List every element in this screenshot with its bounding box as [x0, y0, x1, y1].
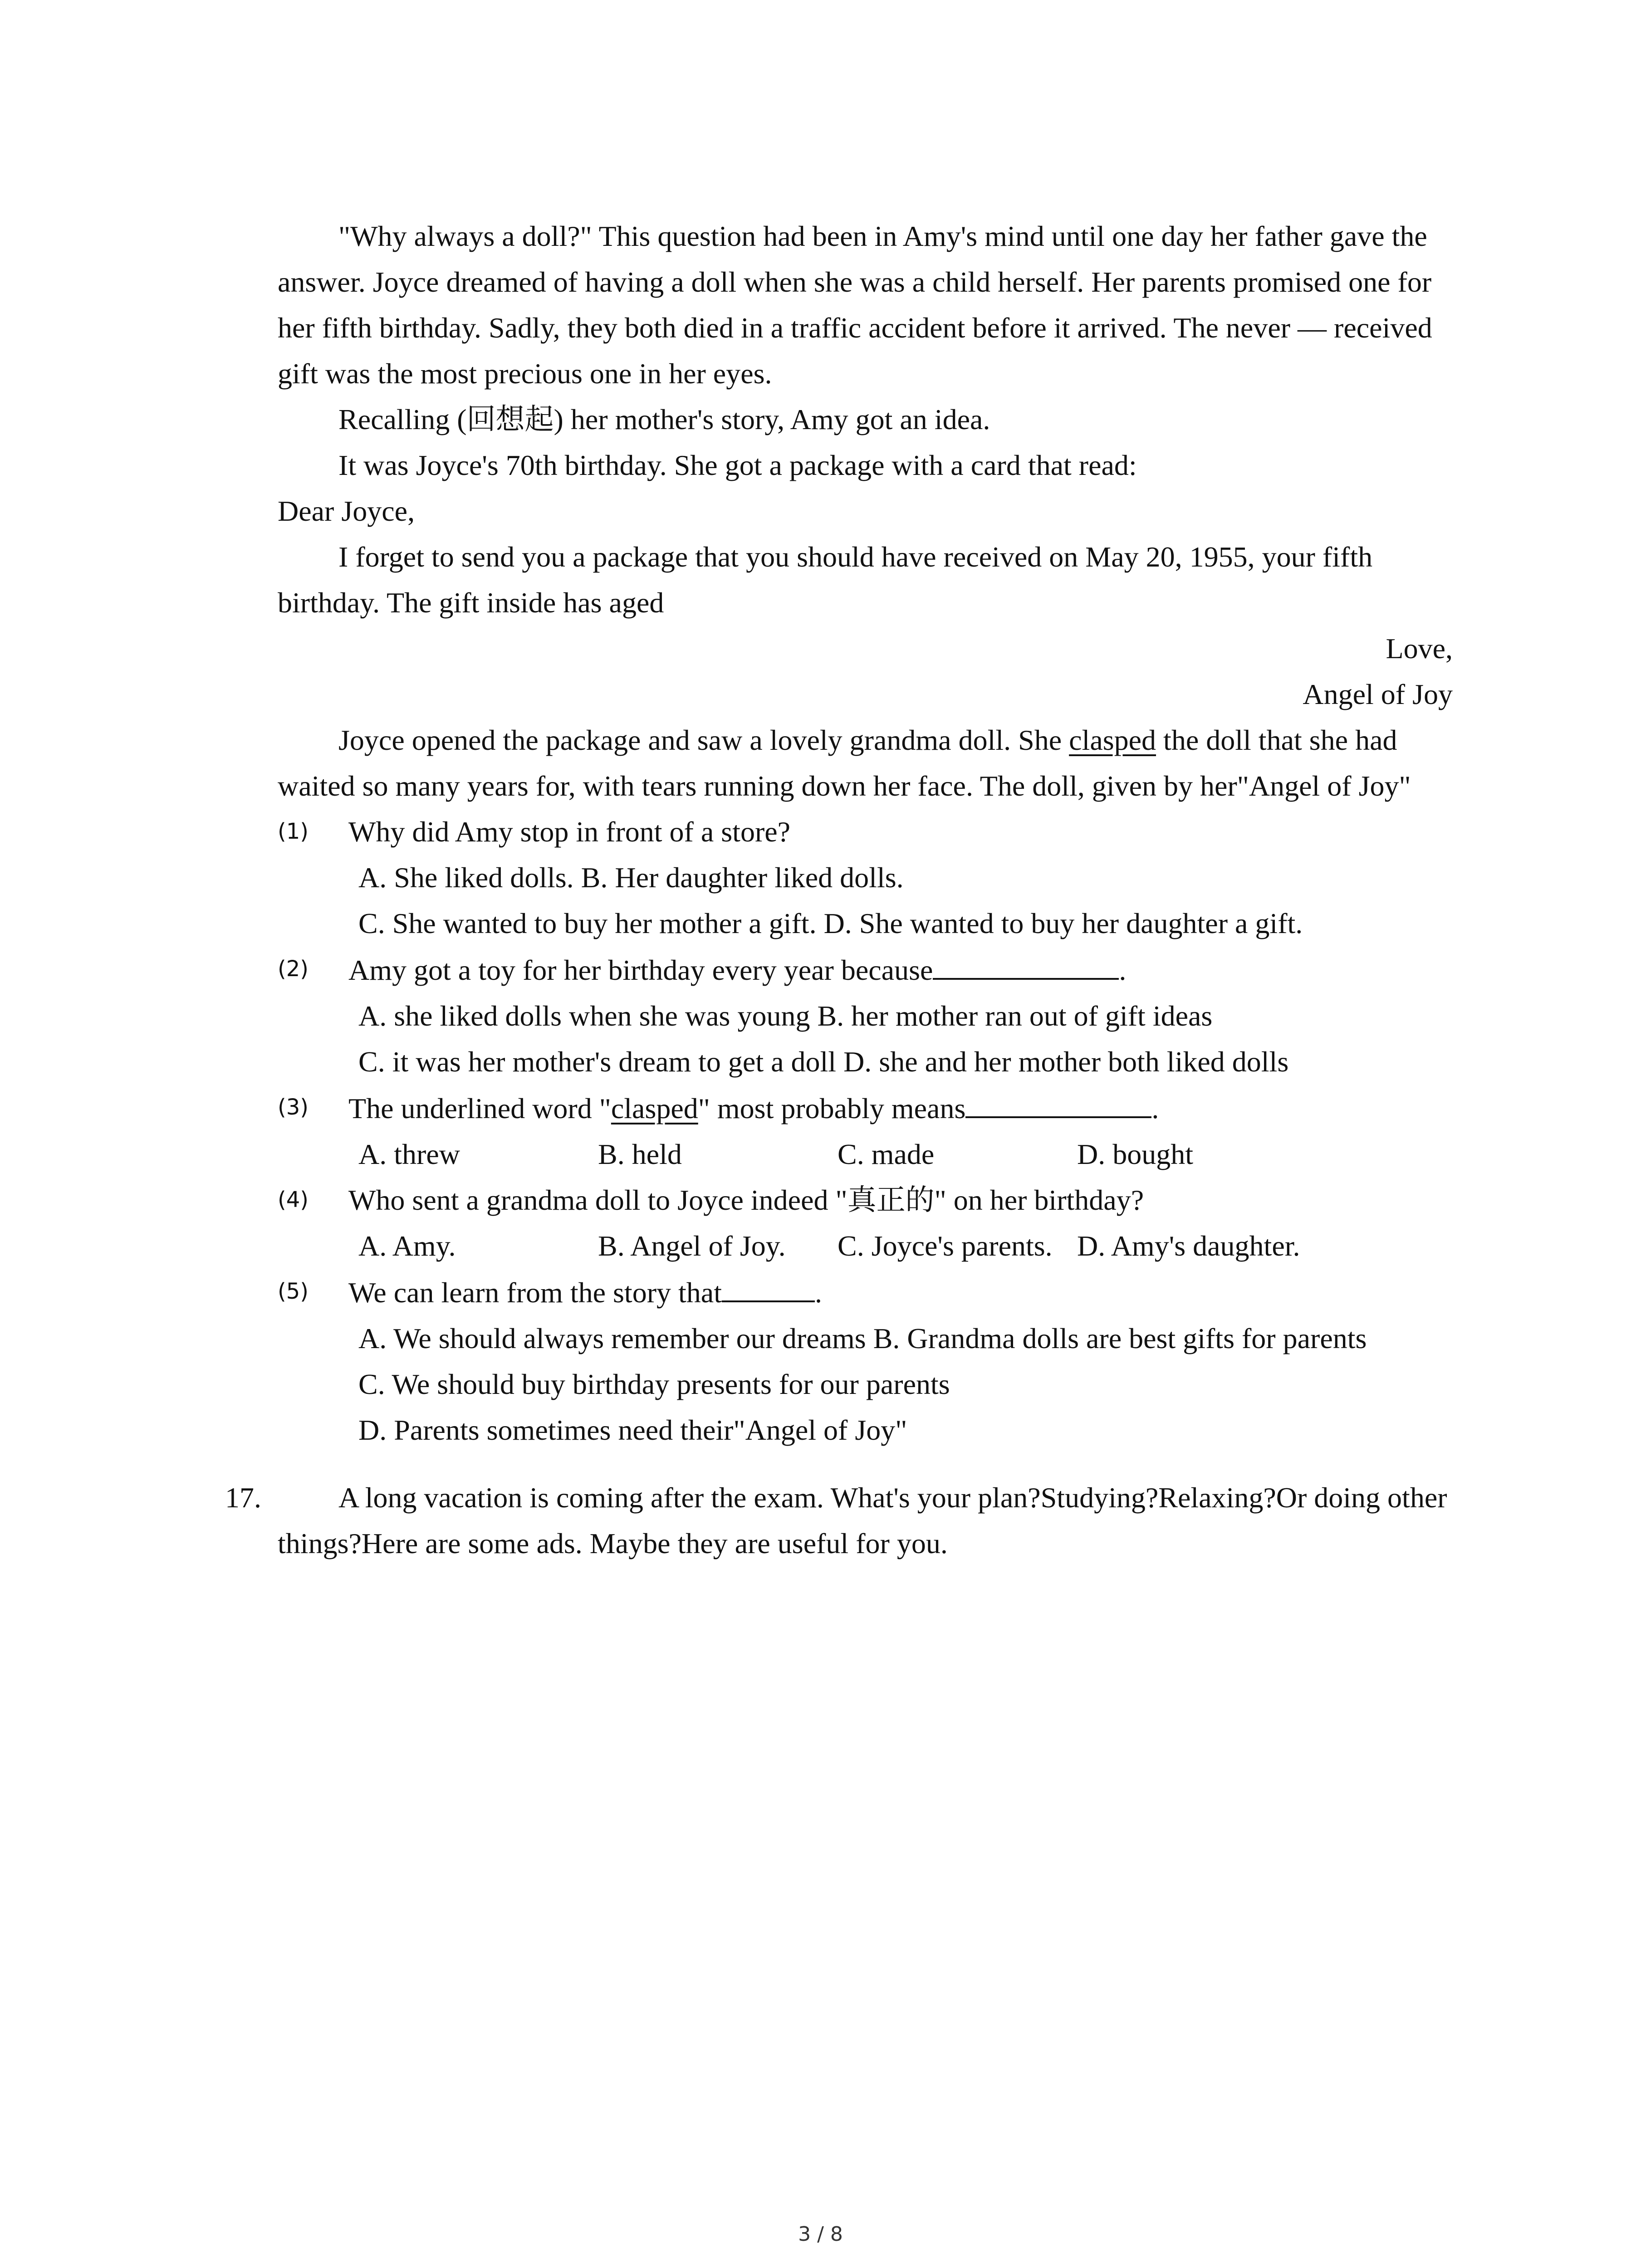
options-line: C. it was her mother's dream to get a doll D. she and her mother both liked dolls	[358, 1046, 1289, 1078]
options-line: C. We should buy birthday presents for our parents	[358, 1368, 950, 1400]
letter-salutation: Dear Joyce,	[278, 495, 415, 527]
question-number: (3)	[278, 1095, 309, 1120]
underlined-word: clasped	[611, 1092, 698, 1124]
underlined-word: clasped	[1069, 724, 1156, 756]
option-b: B. Angel of Joy.	[598, 1230, 786, 1262]
stem-period: .	[1119, 954, 1127, 986]
question-number: (1)	[278, 819, 309, 844]
options-line: C. She wanted to buy her mother a gift. D. She wanted to buy her daughter a gift.	[358, 907, 1303, 939]
question-number: (4)	[278, 1187, 309, 1212]
question-stem	[348, 946, 1453, 993]
stem-text: The underlined word "	[348, 1092, 611, 1124]
options-line: D. Parents sometimes need their"Angel of Joy"	[358, 1414, 907, 1446]
page-indicator: 3 / 8	[798, 2223, 843, 2246]
letter-body: I forget to send you a package that you should have received on May 20, 1955, your fifth birthday. The gift inside has aged	[278, 541, 1373, 619]
question-2	[278, 946, 1453, 993]
question-3	[278, 1085, 1453, 1131]
answer-blank	[722, 1269, 815, 1302]
option-d: D. bought	[1077, 1138, 1193, 1170]
question-stem	[348, 1085, 1453, 1131]
options-line: A. She liked dolls. B. Her daughter liked dolls.	[358, 861, 904, 894]
question-number: (2)	[278, 956, 309, 982]
passage-paragraph-5	[278, 717, 1453, 809]
stem-text: We can learn from the story that	[348, 1276, 722, 1309]
options-line: A. We should always remember our dreams B. Grandma dolls are best gifts for parents	[358, 1322, 1367, 1354]
section-17-text: A long vacation is coming after the exam. What's your plan?Studying?Relaxing?Or doing other things?Here are some ads. Maybe they are useful for you.	[278, 1481, 1447, 1559]
options-line	[278, 1223, 1453, 1269]
options-line	[278, 1131, 1453, 1177]
letter-closing: Love,	[1386, 632, 1453, 665]
option-c: C. Joyce's parents.	[838, 1230, 1053, 1262]
options-line: A. she liked dolls when she was young B. her mother ran out of gift ideas	[358, 1000, 1213, 1032]
question-4	[278, 1177, 1453, 1223]
question-stem: Why did Amy stop in front of a store?	[348, 816, 791, 848]
question-stem	[348, 1269, 1453, 1315]
question-1	[278, 809, 1453, 855]
stem-text: " most probably means	[698, 1092, 966, 1124]
question-stem: Who sent a grandma doll to Joyce indeed "真正的" on her birthday?	[348, 1184, 1144, 1216]
option-a: A. threw	[358, 1138, 460, 1170]
passage-paragraph-1: "Why always a doll?" This question had been in Amy's mind until one day her father gave the answer. Joyce dreamed of having a doll when she was a child herself. Her parents promised one for her fifth birthday. Sadly, they both died in a traffic accident before it arrived. The never — received gift was the most precious one in her eyes.	[278, 220, 1432, 390]
section-17	[225, 1475, 1453, 1566]
paragraph-5-start: Joyce opened the package and saw a lovely grandma doll. She	[338, 724, 1069, 756]
stem-period: .	[1151, 1092, 1159, 1124]
question-number: (5)	[278, 1279, 309, 1304]
paragraph-5-end: the doll that she had waited so many years for, with tears running down her face. The doll, given by her"Angel of Joy"	[278, 724, 1411, 802]
passage-paragraph-3: It was Joyce's 70th birthday. She got a package with a card that read:	[338, 449, 1137, 481]
letter-signature: Angel of Joy	[1303, 678, 1453, 710]
question-5	[278, 1269, 1453, 1315]
stem-period: .	[814, 1276, 822, 1309]
passage-paragraph-2: Recalling (回想起) her mother's story, Amy got an idea.	[338, 403, 990, 435]
option-b: B. held	[598, 1138, 682, 1170]
option-c: C. made	[838, 1138, 935, 1170]
content-area	[225, 213, 1453, 1566]
option-d: D. Amy's daughter.	[1077, 1230, 1300, 1262]
section-number: 17.	[225, 1481, 261, 1514]
answer-blank	[933, 946, 1119, 980]
answer-blank	[965, 1085, 1151, 1118]
option-a: A. Amy.	[358, 1230, 456, 1262]
stem-text: Amy got a toy for her birthday every year because	[348, 954, 933, 986]
